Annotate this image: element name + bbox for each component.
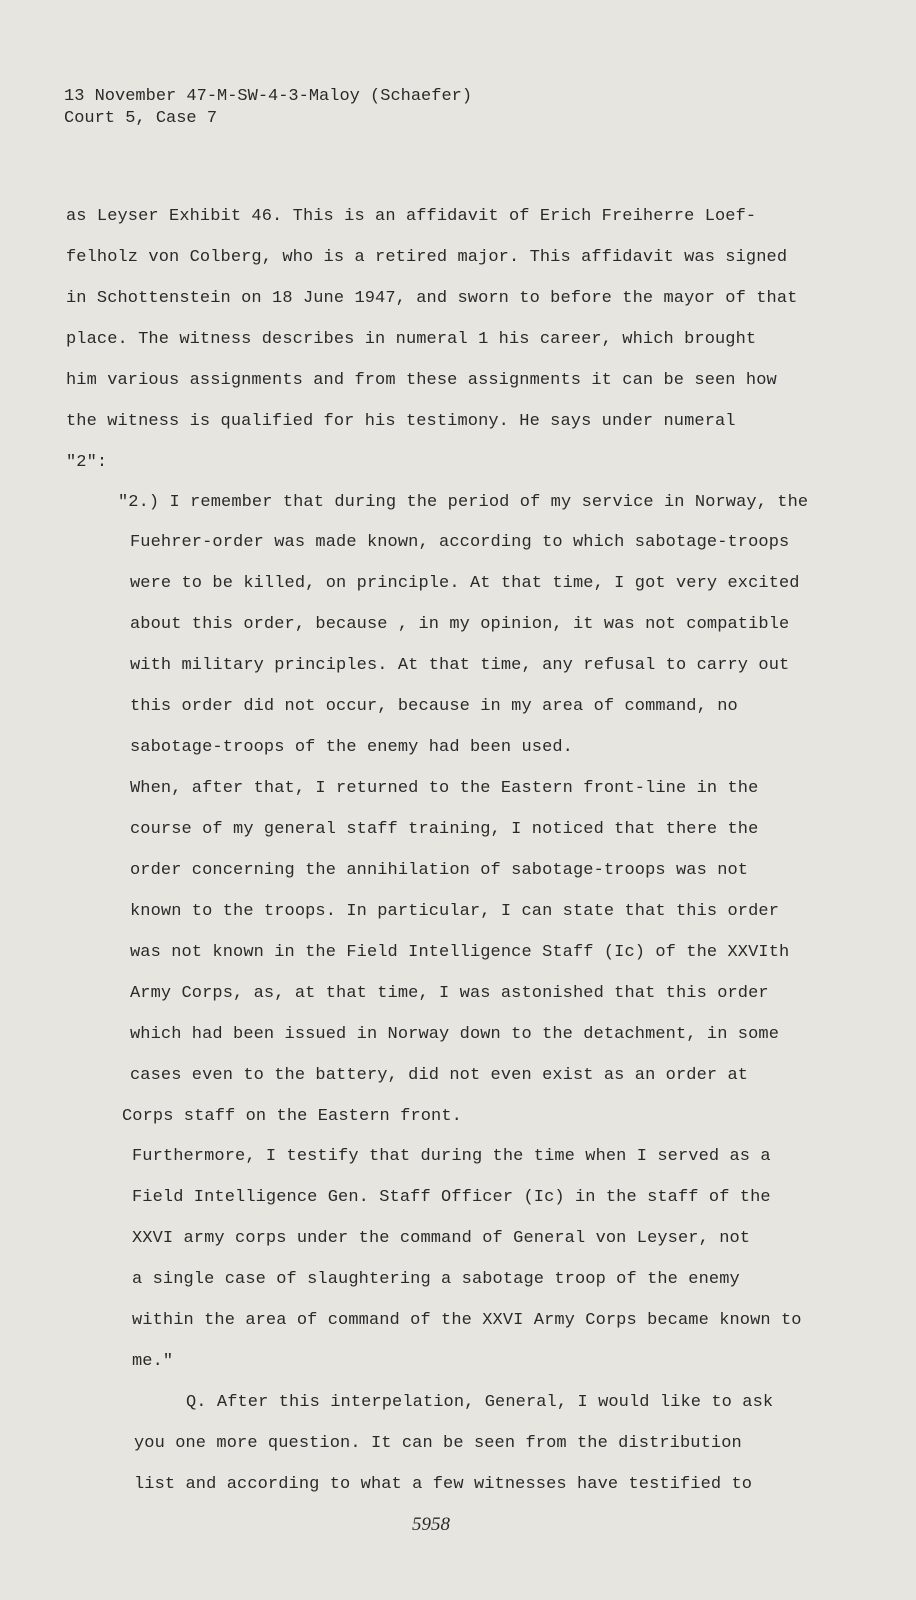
quote-line: known to the troops. In particular, I can state that this order bbox=[130, 902, 780, 921]
quote-line: with military principles. At that time, any refusal to carry out bbox=[130, 656, 790, 675]
text-line: felholz von Colberg, who is a retired major. This affidavit was signed bbox=[66, 248, 788, 267]
quote-line: was not known in the Field Intelligence Staff (Ic) of the XXVIth bbox=[130, 943, 790, 962]
quote-line: about this order, because , in my opinion, it was not compatible bbox=[130, 615, 790, 634]
quote-line: Army Corps, as, at that time, I was astonished that this order bbox=[130, 984, 769, 1003]
quote-line: a single case of slaughtering a sabotage troop of the enemy bbox=[132, 1270, 740, 1289]
question-line: list and according to what a few witnesses have testified to bbox=[134, 1475, 753, 1494]
text-line: him various assignments and from these assignments it can be seen how bbox=[66, 371, 777, 390]
quote-line: order concerning the annihilation of sabotage-troops was not bbox=[130, 861, 749, 880]
quote-line: which had been issued in Norway down to the detachment, in some bbox=[130, 1025, 780, 1044]
quote-line: course of my general staff training, I noticed that there the bbox=[130, 820, 759, 839]
question-line: you one more question. It can be seen from the distribution bbox=[134, 1434, 742, 1453]
text-line: in Schottenstein on 18 June 1947, and sworn to before the mayor of that bbox=[66, 289, 798, 308]
question-line: Q. After this interpelation, General, I would like to ask bbox=[186, 1393, 774, 1412]
quote-line: Corps staff on the Eastern front. bbox=[122, 1107, 462, 1126]
text-line: the witness is qualified for his testimony. He says under numeral bbox=[66, 412, 736, 431]
quote-line: sabotage-troops of the enemy had been used. bbox=[130, 738, 573, 757]
quote-line: within the area of command of the XXVI Army Corps became known to bbox=[132, 1311, 802, 1330]
text-line: as Leyser Exhibit 46. This is an affidavit of Erich Freiherre Loef- bbox=[66, 207, 757, 226]
quote-line: Furthermore, I testify that during the time when I served as a bbox=[132, 1147, 771, 1166]
header-line-court-case: Court 5, Case 7 bbox=[64, 109, 218, 128]
quote-line: When, after that, I returned to the Eastern front-line in the bbox=[130, 779, 759, 798]
quote-line: were to be killed, on principle. At that time, I got very excited bbox=[130, 574, 800, 593]
document-header bbox=[64, 86, 472, 130]
quote-line: cases even to the battery, did not even exist as an order at bbox=[130, 1066, 749, 1085]
header-line-date-reference: 13 November 47-M-SW-4-3-Maloy (Schaefer) bbox=[64, 87, 473, 106]
quote-line: "2.) I remember that during the period of my service in Norway, the bbox=[118, 493, 809, 512]
text-line: "2": bbox=[66, 453, 108, 472]
page-number: 5958 bbox=[412, 1514, 450, 1535]
quote-line: Fuehrer-order was made known, according to which sabotage-troops bbox=[130, 533, 790, 552]
quote-line: this order did not occur, because in my area of command, no bbox=[130, 697, 738, 716]
quote-line: XXVI army corps under the command of General von Leyser, not bbox=[132, 1229, 751, 1248]
quote-line: me." bbox=[132, 1352, 174, 1371]
quote-line: Field Intelligence Gen. Staff Officer (Ic) in the staff of the bbox=[132, 1188, 771, 1207]
text-line: place. The witness describes in numeral 1 his career, which brought bbox=[66, 330, 757, 349]
